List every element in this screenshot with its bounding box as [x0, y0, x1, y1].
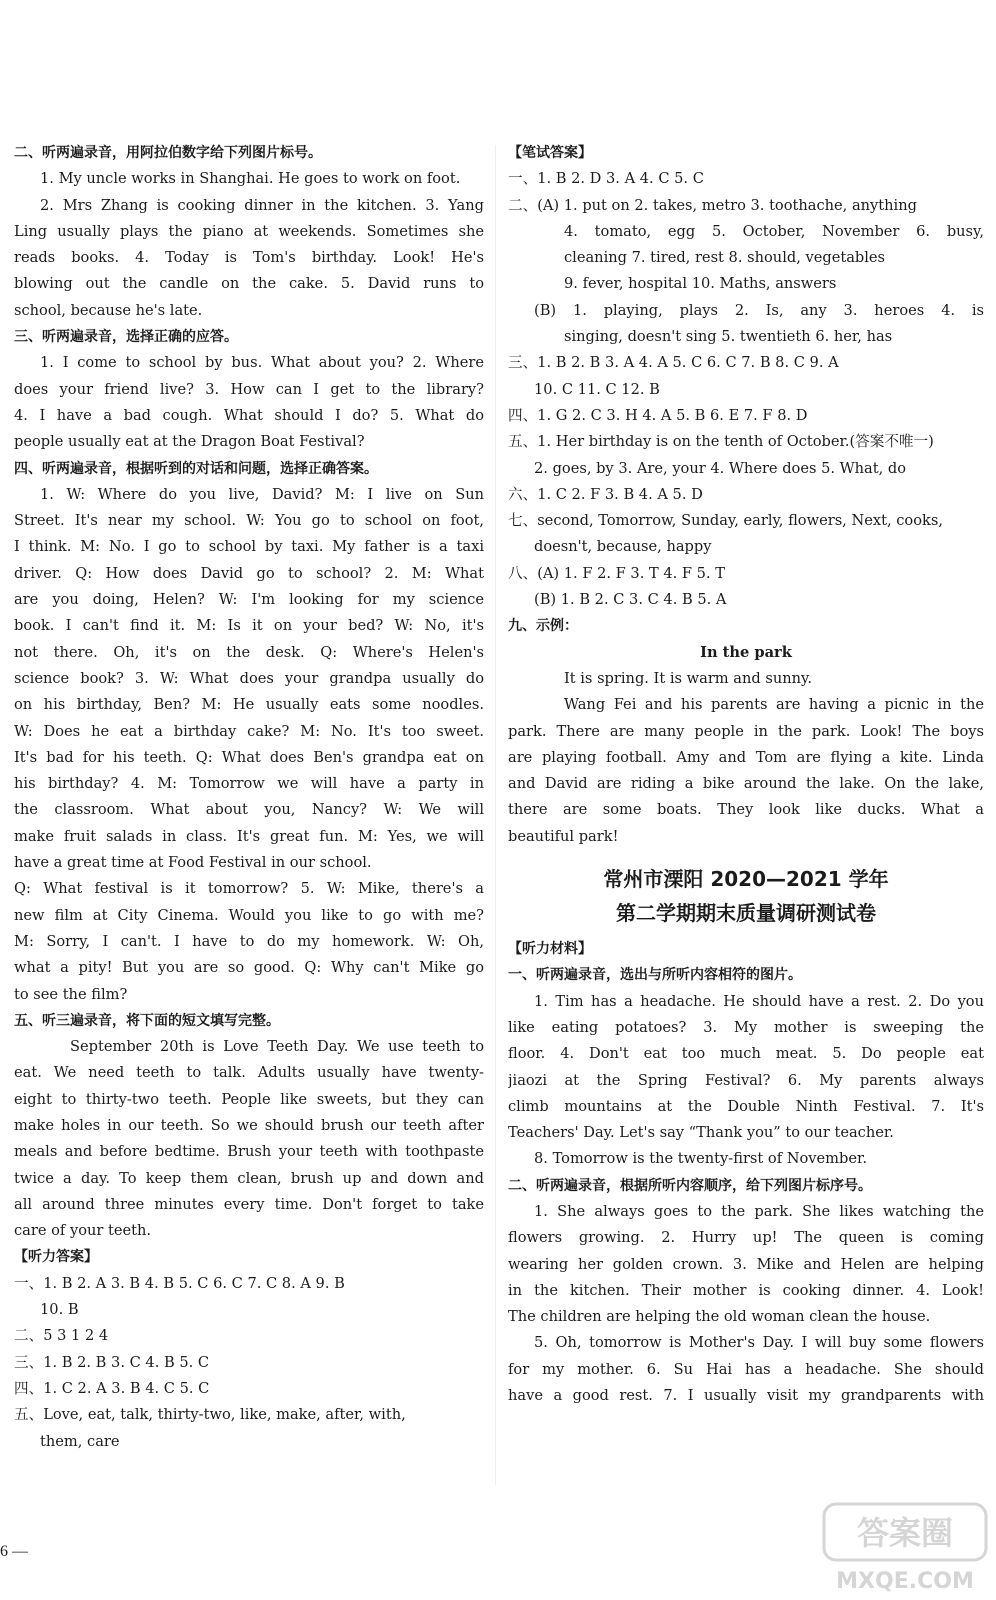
text-line: 一、1. B 2. A 3. B 4. B 5. C 6. C 7. C 8. A 9. B: [14, 1274, 345, 1292]
text-line: eat. We need teeth to talk. Adults usually have twenty-: [14, 1064, 484, 1082]
page-number: 6 —: [0, 1543, 28, 1560]
text-line: The children are helping the old woman clean the house.: [508, 1308, 931, 1326]
text-line: like eating potatoes? 3. My mother is sweeping the: [508, 1018, 984, 1036]
text-line: 三、1. B 2. B 3. C 4. B 5. C: [14, 1353, 210, 1371]
text-line: Teachers' Day. Let's say “Thank you” to our teacher.: [508, 1124, 894, 1142]
text-line: 三、1. B 2. B 3. A 4. A 5. C 6. C 7. B 8. C 9. A: [508, 354, 839, 372]
text-line: all around three minutes every time. Don't forget to take: [14, 1195, 484, 1213]
text-line: make fruit salads in class. It's great fun. M: Yes, we will: [14, 827, 484, 845]
text-line: new film at City Cinema. Would you like to go with me?: [14, 906, 484, 924]
text-line: 5. Oh, tomorrow is Mother's Day. I will buy some flowers: [534, 1334, 984, 1352]
text-line: 一、听两遍录音，选出与所听内容相符的图片。: [508, 967, 802, 984]
text-line: 【听力答案】: [14, 1249, 98, 1266]
text-line: 10. B: [40, 1301, 79, 1319]
text-line: 10. C 11. C 12. B: [534, 380, 660, 398]
text-line: 三、听两遍录音，选择正确的应答。: [14, 329, 238, 346]
text-line: singing, doesn't sing 5. twentieth 6. her, has: [564, 328, 893, 346]
text-line: 六、1. C 2. F 3. B 4. A 5. D: [508, 485, 703, 503]
text-line: September 20th is Love Teeth Day. We use teeth to: [70, 1038, 484, 1056]
text-line: 二、5 3 1 2 4: [14, 1327, 109, 1345]
left-column: [14, 140, 484, 1455]
text-line: (B) 1. B 2. C 3. C 4. B 5. A: [534, 591, 727, 609]
text-line: 五、Love, eat, talk, thirty-two, like, make, after, with,: [14, 1406, 406, 1424]
text-line: what a pity! But you are so good. Q: Why can't Mike go: [14, 959, 484, 977]
text-line: 【听力材料】: [508, 941, 592, 958]
text-line: science book? 3. W: What does your grandpa usually do: [14, 669, 484, 687]
column-divider: [495, 145, 496, 1485]
text-line: driver. Q: How does David go to school? 2. M: What: [14, 564, 484, 582]
text-line: book. I can't find it. M: Is it on your bed? W: No, it's: [14, 617, 484, 635]
text-line: and David are riding a bike around the lake. On the lake,: [508, 775, 984, 793]
text-line: are you doing, Helen? W: I'm looking for my science: [14, 591, 484, 609]
text-line: 二、听两遍录音，用阿拉伯数字给下列图片标号。: [14, 145, 322, 161]
text-line: cleaning 7. tired, rest 8. should, vegetables: [564, 249, 886, 267]
text-line: 1. Tim has a headache. He should have a rest. 2. Do you: [534, 992, 984, 1010]
text-line: 4. I have a bad cough. What should I do? 5. What do: [14, 406, 484, 424]
watermark-text: 答案圈: [856, 1514, 954, 1552]
text-line: in the kitchen. Their mother is cooking dinner. 4. Look!: [508, 1281, 984, 1299]
text-line: 一、1. B 2. D 3. A 4. C 5. C: [508, 170, 704, 188]
text-line: 四、1. C 2. A 3. B 4. C 5. C: [14, 1379, 210, 1397]
text-line: reads books. 4. Today is Tom's birthday. Look! He's: [14, 249, 484, 267]
text-line: 2. goes, by 3. Are, your 4. Where does 5. What, do: [534, 459, 907, 477]
text-line: 八、(A) 1. F 2. F 3. T 4. F 5. T: [508, 564, 725, 582]
text-line: 4. tomato, egg 5. October, November 6. busy,: [564, 222, 984, 240]
text-line: 1. She always goes to the park. She likes watching the: [534, 1202, 984, 1220]
text-line: meals and before bedtime. Brush your teeth with toothpaste: [14, 1143, 484, 1161]
text-line: 1. W: Where do you live, David? M: I live on Sun: [40, 485, 484, 503]
text-line: Street. It's near my school. W: You go to school on foot,: [14, 512, 484, 530]
text-line: to see the film?: [14, 985, 128, 1003]
text-line: It is spring. It is warm and sunny.: [564, 669, 812, 687]
text-line: 五、1. Her birthday is on the tenth of October.(答案不唯一): [508, 433, 934, 451]
watermark-url: MXQE.COM: [836, 1569, 974, 1594]
text-line: (B) 1. playing, plays 2. Is, any 3. heroes 4. is: [534, 301, 984, 319]
text-line: school, because he's late.: [14, 301, 203, 319]
text-line: his birthday? 4. M: Tomorrow we will have a party in: [14, 775, 484, 793]
text-line: them, care: [40, 1432, 120, 1450]
text-line: 9. fever, hospital 10. Maths, answers: [564, 275, 837, 293]
text-line: M: Sorry, I can't. I have to do my homework. W: Oh,: [14, 932, 484, 950]
text-line: 1. My uncle works in Shanghai. He goes to work on foot.: [40, 170, 461, 188]
text-line: blowing out the candle on the cake. 5. David runs to: [14, 275, 484, 293]
text-line: 8. Tomorrow is the twenty-first of November.: [534, 1150, 868, 1168]
text-line: W: Does he eat a birthday cake? M: No. It's too sweet.: [14, 722, 484, 740]
text-line: 【笔试答案】: [508, 145, 592, 161]
written-answers: [508, 140, 984, 850]
text-line: 四、听两遍录音，根据听到的对话和问题，选择正确答案。: [14, 460, 378, 477]
watermark-logo: [820, 1500, 990, 1596]
right-column: [508, 140, 984, 1409]
text-line: there are some boats. They look like ducks. What a: [508, 801, 984, 819]
text-line: park. There are many people in the park. Look! The boys: [508, 722, 984, 740]
text-line: eight to thirty-two teeth. People like sweets, but they can: [14, 1090, 484, 1108]
text-line: on his birthday, Ben? M: He usually eats some noodles.: [14, 696, 484, 714]
text-line: 2. Mrs Zhang is cooking dinner in the kitchen. 3. Yang: [40, 196, 484, 214]
section-title-line1: 常州市溧阳 2020—2021 学年: [603, 867, 889, 892]
text-line: does your friend live? 3. How can I get to the library?: [14, 380, 484, 398]
text-line: beautiful park!: [508, 827, 619, 845]
listening-materials: [508, 936, 984, 1409]
text-line: for my mother. 6. Su Hai has a headache. She should: [508, 1360, 984, 1378]
text-line: Q: What festival is it tomorrow? 5. W: Mike, there's a: [14, 880, 484, 898]
text-line: 四、1. G 2. C 3. H 4. A 5. B 6. E 7. F 8. D: [508, 406, 808, 424]
text-line: floor. 4. Don't eat too much meat. 5. Do people eat: [508, 1045, 984, 1063]
text-line: Ling usually plays the piano at weekends. Sometimes she: [14, 222, 484, 240]
text-line: doesn't, because, happy: [534, 538, 712, 556]
text-line: make holes in our teeth. So we should brush our teeth after: [14, 1116, 484, 1134]
text-line: have a good rest. 7. I usually visit my grandparents with: [508, 1387, 984, 1405]
text-line: I think. M: No. I go to school by taxi. My father is a taxi: [14, 538, 484, 556]
text-line: 七、second, Tomorrow, Sunday, early, flowers, Next, cooks,: [508, 512, 943, 530]
text-line: 五、听三遍录音，将下面的短文填写完整。: [14, 1012, 280, 1029]
text-line: 1. I come to school by bus. What about you? 2. Where: [40, 354, 484, 372]
text-line: Wang Fei and his parents are having a picnic in the: [564, 696, 984, 714]
text-line: wearing her golden crown. 3. Mike and Helen are helping: [508, 1255, 984, 1273]
section-title-line2: 第二学期期末质量调研测试卷: [616, 901, 876, 926]
text-line: flowers growing. 2. Hurry up! The queen is coming: [508, 1229, 984, 1247]
text-line: care of your teeth.: [14, 1222, 152, 1240]
text-line: 九、示例：: [508, 618, 578, 635]
text-line: are playing football. Amy and Tom are flying a kite. Linda: [508, 748, 984, 766]
text-line: have a great time at Food Festival in our school.: [14, 854, 372, 872]
text-line: 二、听两遍录音，根据所听内容顺序，给下列图片标序号。: [508, 1177, 872, 1194]
text-line: the classroom. What about you, Nancy? W: We will: [14, 801, 484, 819]
text-line: climb mountains at the Double Ninth Festival. 7. It's: [508, 1097, 984, 1115]
text-line: people usually eat at the Dragon Boat Festival?: [14, 433, 365, 451]
text-line: twice a day. To keep them clean, brush up and down and: [14, 1169, 484, 1187]
text-line: 二、(A) 1. put on 2. takes, metro 3. toothache, anything: [508, 196, 917, 214]
text-line: jiaozi at the Spring Festival? 6. My parents always: [508, 1071, 984, 1089]
text-line: not there. Oh, it's on the desk. Q: Where's Helen's: [14, 643, 484, 661]
text-line: In the park: [700, 643, 792, 661]
text-line: It's bad for his teeth. Q: What does Ben's grandpa eat on: [14, 748, 484, 766]
